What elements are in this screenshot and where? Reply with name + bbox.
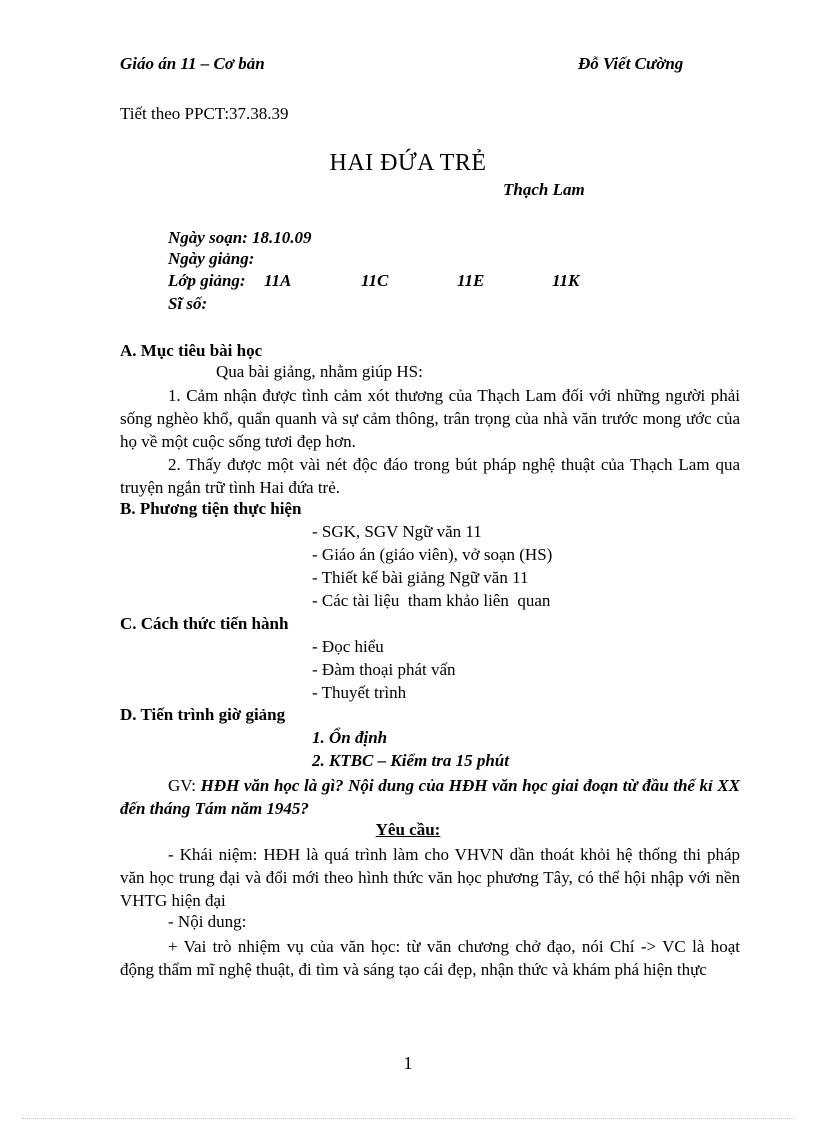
section-a-item-1: 1. Cảm nhận được tình cảm xót thương của Thạch Lam đối với những người phải sống nghèo khổ, quẩn quanh và sự cảm thông, trân trọng của nhà văn trước mong ước của họ về một cuộc sống tươi đẹp hơn. [120,386,740,451]
section-c-item-1: - Đọc hiểu [312,637,384,656]
header-left: Giáo án 11 – Cơ bản [120,54,265,73]
section-d-heading: D. Tiến trình giờ giảng [120,705,286,724]
class-11a: 11A [264,271,292,290]
header-right: Đỗ Viết Cường [578,54,684,73]
attendance: Sĩ số: [168,294,208,313]
step-2: 2. KTBC – Kiểm tra 15 phút [312,751,509,770]
section-b-item-4: - Các tài liệu tham khảo liên quan [312,591,551,610]
prep-date: Ngày soạn: 18.10.09 [168,228,312,247]
section-a-intro: Qua bài giảng, nhằm giúp HS: [216,362,423,381]
page-title: HAI ĐỨA TRẺ [329,150,487,176]
teach-date: Ngày giảng: [168,249,255,268]
gv-question-paragraph [120,774,740,820]
section-b-item-3: - Thiết kế bài giảng Ngữ văn 11 [312,568,529,587]
class-label: Lớp giảng: [168,271,246,290]
section-a-heading: A. Mục tiêu bài học [120,341,263,360]
section-a-item-2: 2. Thấy được một vài nét độc đáo trong bút pháp nghệ thuật của Thạch Lam qua truyện ngắn trữ tình Hai đứa trẻ. [120,455,740,497]
author: Thạch Lam [503,180,585,199]
concept-paragraph: - Khái niệm: HĐH là quá trình làm cho VHVN dần thoát khỏi hệ thống thi pháp văn học trung đại và đổi mới theo hình thức văn học phương Tây, có thể hội nhập với nền VHTG hiện đại [120,845,740,910]
gv-question: HĐH văn học là gì? Nội dung của HĐH văn học giai đoạn từ đầu thế kỉ XX đến tháng Tám năm 1945? [120,776,740,818]
class-11k: 11K [552,271,580,290]
section-c-item-3: - Thuyết trình [312,683,407,702]
content-label: - Nội dung: [168,912,247,931]
requirement-heading: Yêu cầu: [375,820,441,839]
section-c-heading: C. Cách thức tiến hành [120,614,289,633]
gv-prefix: GV: [168,776,201,795]
section-c-item-2: - Đàm thoại phát vấn [312,660,456,679]
page-bottom-divider [22,1118,794,1119]
section-b-item-2: - Giáo án (giáo viên), vở soạn (HS) [312,545,553,564]
page-number: 1 [403,1053,413,1073]
section-b-heading: B. Phương tiện thực hiện [120,499,302,518]
section-b-item-1: - SGK, SGV Ngữ văn 11 [312,522,482,541]
step-1: 1. Ổn định [312,728,388,747]
class-11e: 11E [457,271,485,290]
role-paragraph: + Vai trò nhiệm vụ của văn học: từ văn chương chở đạo, nói Chí -> VC là hoạt động thẩm mĩ nghệ thuật, đi tìm và sáng tạo cái đẹp, nhận thức và khám phá hiện thực [120,937,740,979]
class-11c: 11C [361,271,389,290]
period-line: Tiết theo PPCT:37.38.39 [120,104,289,123]
